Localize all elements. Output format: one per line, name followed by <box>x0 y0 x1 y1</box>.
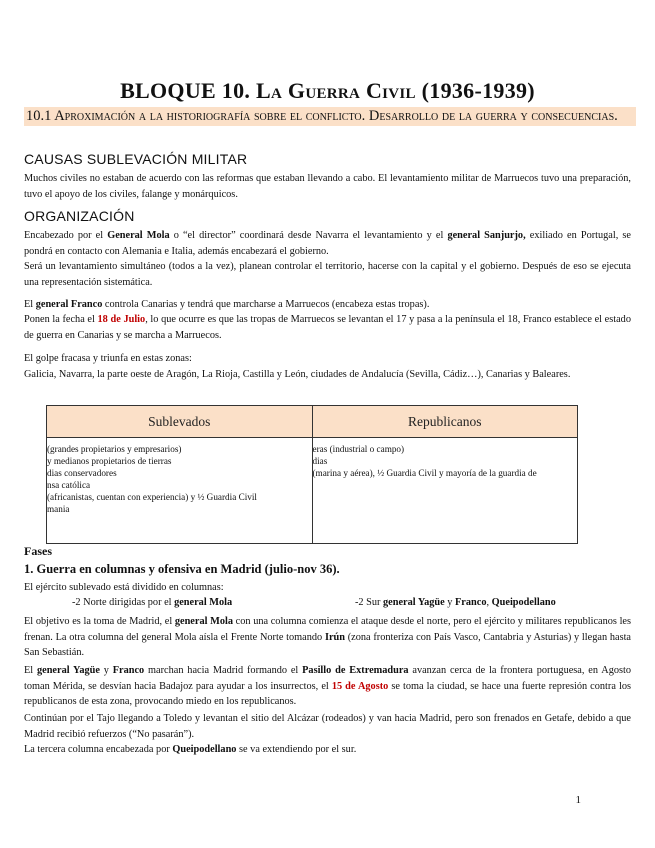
paragraph-organizacion-6: Galicia, Navarra, la parte oeste de Aragón, La Rioja, Castilla y León, ciudades de Andalucía (Sevilla, Cádiz…), Canarias y Baleares. <box>24 369 571 380</box>
heading-organizacion: ORGANIZACIÓN <box>24 208 135 224</box>
paragraph-organizacion-4: Ponen la fecha el 18 de Julio, lo que ocurre es que las tropas de Marruecos se levantan el 17 y pasa a la península el 18, Franco establece el estado de guerra en Canarias y se marcha a Marruecos. <box>24 314 631 341</box>
paragraph-organizacion-3: El general Franco controla Canarias y tendrá que marcharse a Marruecos (encabeza estas tropas). <box>24 299 430 310</box>
heading-causas: CAUSAS SUBLEVACIÓN MILITAR <box>24 151 248 167</box>
table-cell-sublevados: (grandes propietarios y empresarios) y medianos propietarios de tierras dias conservadores nsa católica (africanistas, cuentan con experiencia) y ½ Guardia Civil mania <box>47 438 313 544</box>
paragraph-fase-1-a: El objetivo es la toma de Madrid, el general Mola con una columna comienza el ataque desde el norte, pero el ejército y militares republicanos les frenan. La otra columna del general Mola aísla el Frente Norte tomando Irún (zona fronteriza con País Vasco, Cantabria y Asturias) y llegan hasta San Sebastián. <box>24 616 632 658</box>
heading-fase-1: 1. Guerra en columnas y ofensiva en Madrid (julio-nov 36). <box>24 562 340 576</box>
table-header-republicanos: Republicanos <box>312 406 578 438</box>
paragraph-organizacion-1: Encabezado por el General Mola o “el director” coordinará desde Navarra el levantamiento y el general Sanjurjo, exiliado en Portugal, se pondrá en contacto con Alemania e Italia, además encabezará el gobierno. <box>24 230 631 257</box>
paragraph-causas: Muchos civiles no estaban de acuerdo con las reformas que estaban llevando a cabo. El levantamiento militar de Marruecos tuvo una preparación, tuvo el apoyo de los civiles, falange y monárquicos. <box>24 173 631 200</box>
paragraph-columnas: El ejército sublevado está dividido en columnas: <box>24 582 224 593</box>
page-title: BLOQUE 10. La Guerra Civil (1936-1939) <box>120 78 535 103</box>
sides-table <box>46 405 578 544</box>
columna-norte: -2 Norte dirigidas por el general Mola <box>72 597 233 608</box>
table-header-sublevados: Sublevados <box>47 406 313 438</box>
paragraph-fase-1-c: Continúan por el Tajo llegando a Toledo y levantan el sitio del Alcázar (rodeados) y van hacia Madrid, pero son frenados en Getafe, debido a que Madrid recibió refuerzos (“No pasarán”). <box>24 713 631 740</box>
columna-sur: -2 Sur general Yagüe y Franco, Queipodellano <box>355 597 556 608</box>
table-cell-republicanos: eras (industrial o campo) dias (marina y aérea), ½ Guardia Civil y mayoría de la guardia de <box>312 438 578 544</box>
paragraph-fase-1-d: La tercera columna encabezada por Queipodellano se va extendiendo por el sur. <box>24 744 357 755</box>
heading-fases: Fases <box>24 544 52 558</box>
paragraph-fase-1-b: El general Yagüe y Franco marchan hacia Madrid formando el Pasillo de Extremadura avanzan cerca de la frontera portuguesa, en Agosto toman Mérida, se desvían hacia Badajoz para ayudar a los insurrectos, el 15 de Agosto se toma la ciudad, se hace una fuerte represión contra los republicanos de esta zona, provocando miedo en los republicanos. <box>24 665 632 707</box>
section-subtitle: 10.1 Aproximación a la historiografía sobre el conflicto. Desarrollo de la guerra y consecuencias. <box>24 107 636 126</box>
paragraph-organizacion-5: El golpe fracasa y triunfa en estas zonas: <box>24 353 192 364</box>
paragraph-organizacion-2: Será un levantamiento simultáneo (todos a la vez), planean controlar el territorio, hacerse con la capital y el gobierno. Después de eso se ejecuta una representación sistemática. <box>24 261 631 288</box>
page-number: 1 <box>575 794 581 806</box>
